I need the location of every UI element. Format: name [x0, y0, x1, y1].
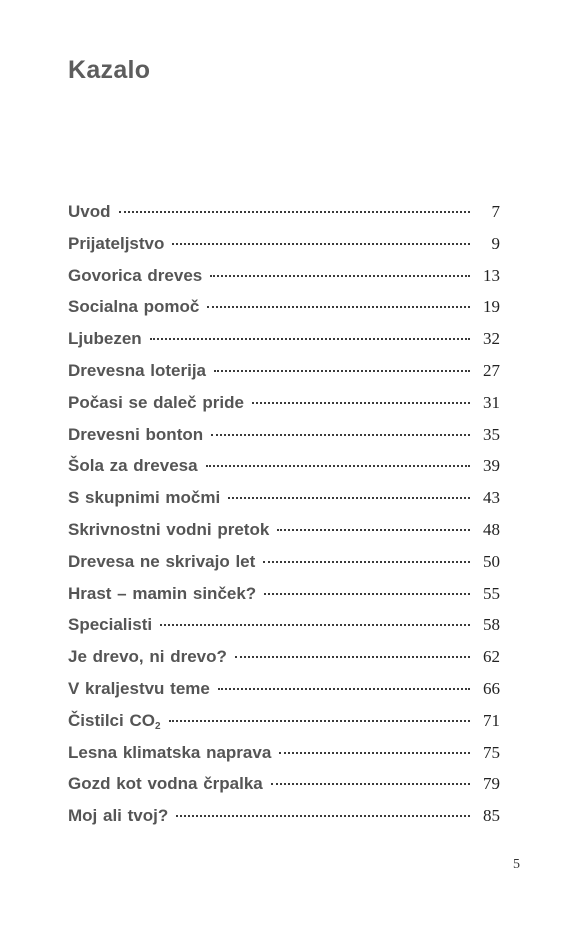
toc-entry-page-number: 19 — [483, 297, 500, 317]
toc-entry — [68, 802, 500, 834]
toc-dot-leader — [211, 434, 470, 436]
toc-entry-title — [68, 707, 161, 735]
toc-entry — [68, 198, 500, 230]
toc-entry-title — [68, 484, 220, 512]
toc-entry-title-text: V kraljestvu teme — [68, 678, 210, 698]
toc-dot-leader — [150, 338, 470, 340]
toc-entry — [68, 580, 500, 612]
toc-entry — [68, 293, 500, 325]
toc-dot-leader — [252, 402, 470, 404]
toc-entry — [68, 389, 500, 421]
toc-entry-title-text: Lesna klimatska naprava — [68, 742, 272, 762]
toc-entry-title — [68, 643, 227, 671]
toc-entry-page-number: 9 — [491, 233, 500, 253]
toc-entry-title — [68, 389, 244, 417]
toc-entry-page-number: 66 — [483, 678, 500, 698]
toc-entry — [68, 452, 500, 484]
toc-entry — [68, 548, 500, 580]
toc-entry-page-number: 48 — [483, 519, 500, 539]
toc-entry-title — [68, 357, 206, 385]
toc-entry-page-number: 79 — [483, 774, 500, 794]
table-of-contents — [68, 198, 500, 834]
toc-entry — [68, 675, 500, 707]
toc-entry-title-text: Hrast – mamin sinček? — [68, 583, 257, 603]
toc-entry-title-text: Uvod — [68, 202, 111, 221]
toc-entry-title — [68, 770, 263, 798]
toc-entry-page-number: 71 — [483, 710, 500, 730]
toc-entry — [68, 262, 500, 294]
toc-dot-leader — [206, 465, 470, 467]
toc-dot-leader — [214, 370, 470, 372]
toc-entry-title-text: Čistilci CO — [68, 710, 155, 730]
toc-entry-page-number: 85 — [483, 806, 500, 826]
toc-entry-title — [68, 421, 203, 449]
toc-dot-leader — [271, 783, 470, 785]
toc-entry-page-number: 13 — [483, 265, 500, 285]
toc-entry-title — [68, 802, 168, 830]
toc-dot-leader — [218, 688, 470, 690]
toc-entry — [68, 707, 500, 739]
toc-entry-title-text: Skrivnostni vodni pretok — [68, 519, 270, 539]
toc-dot-leader — [279, 752, 470, 754]
toc-entry-title-text: Drevesa ne skrivajo let — [68, 551, 256, 571]
toc-dot-leader — [176, 815, 470, 817]
toc-entry — [68, 739, 500, 771]
page-title: Kazalo — [68, 56, 151, 84]
toc-entry-title-text: Socialna pomoč — [68, 297, 200, 317]
toc-entry-title — [68, 293, 199, 321]
toc-dot-leader — [210, 275, 470, 277]
toc-entry — [68, 357, 500, 389]
toc-entry-title-text: Moj ali tvoj? — [68, 806, 169, 826]
toc-dot-leader — [169, 720, 470, 722]
toc-entry-page-number: 58 — [483, 615, 500, 635]
toc-dot-leader — [264, 593, 470, 595]
toc-entry-title-text: Specialisti — [68, 615, 153, 635]
toc-entry-title — [68, 516, 269, 544]
toc-entry-title-text: S skupnimi močmi — [68, 488, 221, 508]
toc-entry — [68, 516, 500, 548]
toc-entry-page-number: 75 — [483, 742, 500, 762]
toc-entry-title-text: Govorica dreves — [68, 265, 203, 285]
toc-entry-title-text: Drevesni bonton — [68, 424, 204, 444]
toc-entry-page-number: 39 — [483, 456, 500, 476]
toc-dot-leader — [207, 306, 470, 308]
toc-entry-page-number: 43 — [483, 488, 500, 508]
toc-entry-title — [68, 739, 271, 767]
toc-entry-title — [68, 580, 256, 608]
toc-entry — [68, 421, 500, 453]
toc-entry-title — [68, 675, 210, 703]
toc-entry-title — [68, 198, 111, 226]
toc-entry — [68, 611, 500, 643]
toc-entry-page-number: 62 — [483, 647, 500, 667]
toc-dot-leader — [263, 561, 470, 563]
toc-dot-leader — [277, 529, 470, 531]
toc-entry-title — [68, 548, 255, 576]
toc-dot-leader — [119, 211, 471, 213]
toc-dot-leader — [235, 656, 470, 658]
toc-dot-leader — [172, 243, 470, 245]
toc-entry — [68, 770, 500, 802]
toc-entry-title-text: Gozd kot vodna črpalka — [68, 774, 263, 794]
toc-entry-title — [68, 452, 198, 480]
toc-entry-page-number: 55 — [483, 583, 500, 603]
toc-entry — [68, 643, 500, 675]
toc-entry-title-subscript: 2 — [154, 720, 161, 732]
toc-entry-page-number: 27 — [483, 360, 500, 380]
toc-entry-page-number: 32 — [483, 329, 500, 349]
toc-entry-title — [68, 611, 152, 639]
toc-entry-title-text: Je drevo, ni drevo? — [68, 647, 227, 667]
toc-entry-title — [68, 262, 202, 290]
toc-dot-leader — [228, 497, 470, 499]
page-number: 5 — [513, 857, 520, 872]
toc-entry-title-text: Prijateljstvo — [68, 233, 165, 253]
toc-entry-page-number: 31 — [483, 392, 500, 412]
toc-entry — [68, 325, 500, 357]
toc-entry-page-number: 35 — [483, 424, 500, 444]
toc-dot-leader — [160, 624, 470, 626]
toc-entry-title-text: Drevesna loterija — [68, 360, 207, 380]
toc-entry-page-number: 7 — [491, 202, 500, 221]
toc-entry-title-text: Ljubezen — [68, 329, 142, 349]
toc-entry — [68, 484, 500, 516]
toc-entry-title-text: Počasi se daleč pride — [68, 392, 244, 412]
toc-entry — [68, 230, 500, 262]
toc-entry-title — [68, 325, 142, 353]
toc-entry-page-number: 50 — [483, 551, 500, 571]
toc-entry-title — [68, 230, 164, 258]
toc-entry-title-text: Šola za drevesa — [68, 456, 198, 476]
